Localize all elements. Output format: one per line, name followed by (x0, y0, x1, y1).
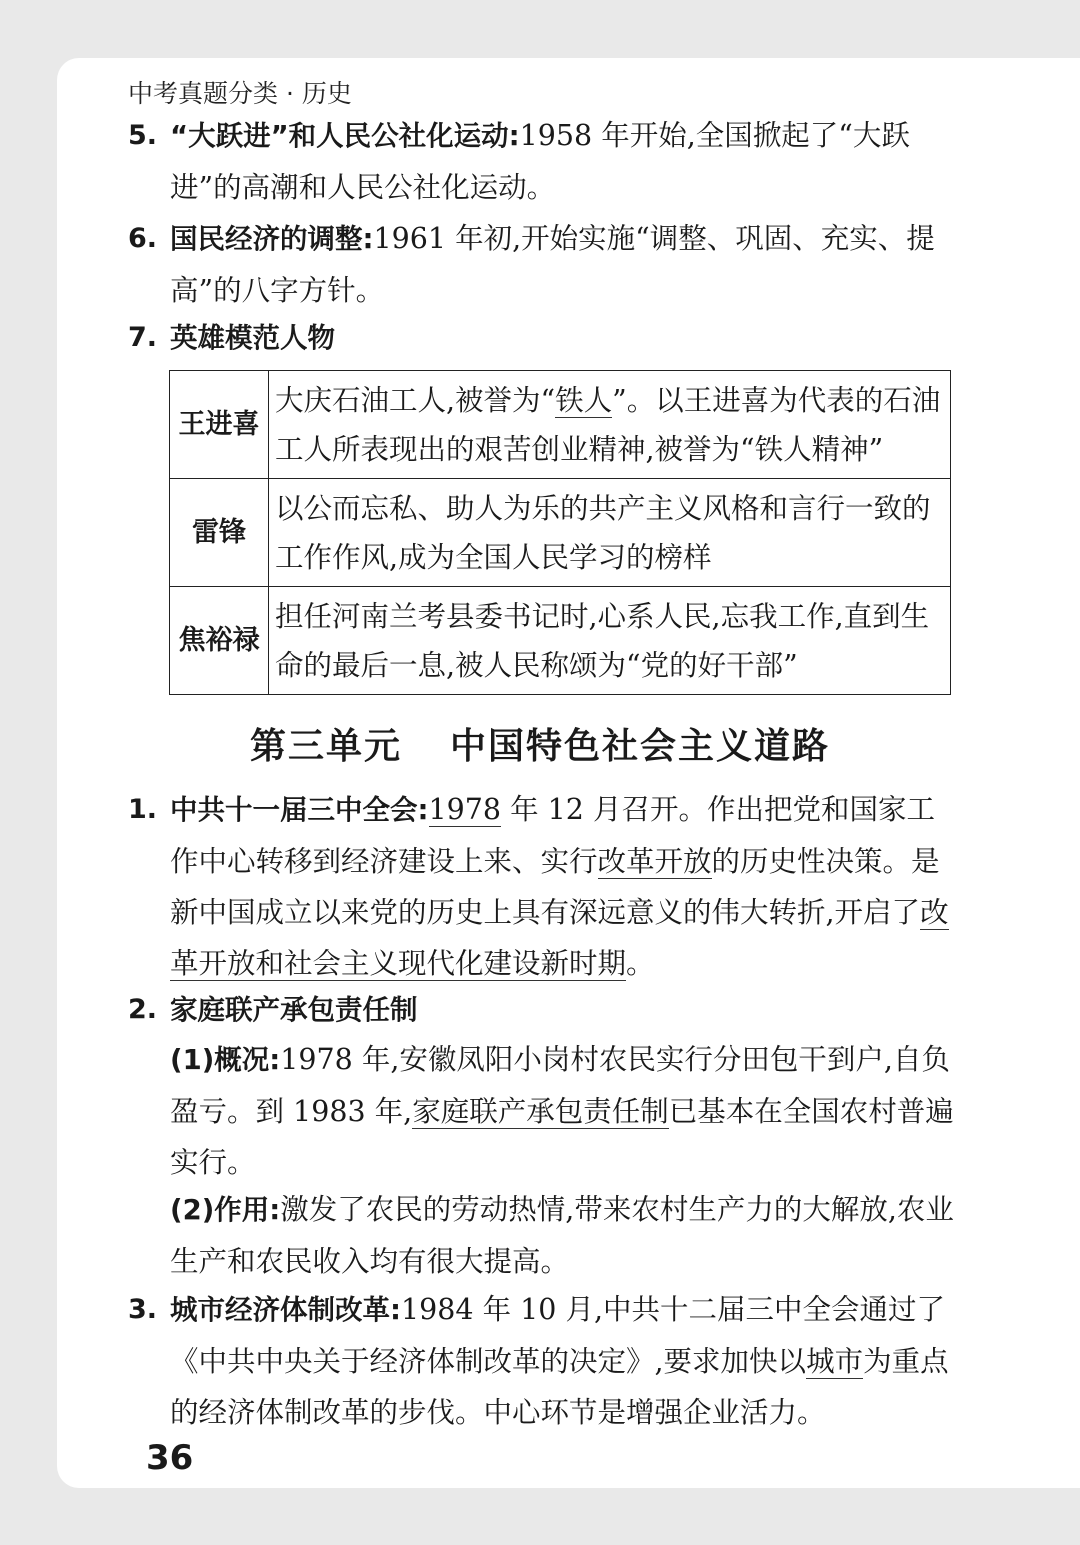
key-term: 铁人 (555, 383, 613, 417)
item-2-effect: (2)作用:激发了农民的劳动热情,带来农村生产力的大解放,农业生产和农民收入均有很大提高。 (170, 1193, 954, 1278)
item-6 (128, 213, 958, 316)
item-number: 6. (128, 223, 158, 254)
item-5 (128, 110, 958, 213)
item-7 (128, 312, 958, 364)
item-2 (128, 984, 958, 1036)
page-number: 36 (146, 1438, 194, 1478)
item-title: “大跃进”和人民公社化运动: (170, 120, 520, 152)
item-title: 英雄模范人物 (170, 322, 335, 354)
unit-heading: 第三单元 中国特色社会主义道路 (249, 726, 831, 767)
heroes-table (169, 370, 951, 695)
hero-name: 雷锋 (170, 479, 269, 587)
key-term: 改革开放 (597, 845, 712, 878)
item-title: 中共十一届三中全会: (170, 794, 429, 826)
running-header: 中考真题分类 · 历史 (128, 79, 352, 108)
item-number: 2. (128, 994, 158, 1025)
item-1: 1. 中共十一届三中全会:1978 年 12 月召开。作出把党和国家工作中心转移到经济建设上来、实行改革开放的历史性决策。是新中国成立以来党的历史上具有深远意义的伟大转折,开启了改革开放和社会主义现代化建设新时期。 (128, 784, 958, 989)
hero-description: 大庆石油工人,被誉为“铁人”。以王进喜为代表的石油工人所表现出的艰苦创业精神,被誉为“铁人精神” (269, 371, 951, 479)
item-number: 7. (128, 322, 158, 353)
item-3: 3. 城市经济体制改革:1984 年 10 月,中共十二届三中全会通过了《中共中央关于经济体制改革的决定》,要求加快以城市为重点的经济体制改革的步伐。中心环节是增强企业活力。 (128, 1284, 958, 1438)
key-term: 家庭联产承包责任制 (412, 1095, 669, 1128)
item-number: 3. (128, 1294, 158, 1325)
item-number: 1. (128, 794, 158, 825)
item-title: 国民经济的调整: (170, 223, 374, 255)
table-row (170, 479, 951, 587)
item-title: 城市经济体制改革: (170, 1294, 401, 1326)
item-text: 1958 年开始,全国掀起了“大跃进”的高潮和人民公社化运动。 (170, 119, 910, 204)
key-term: 城市 (806, 1345, 864, 1378)
hero-name: 焦裕禄 (170, 587, 269, 695)
key-term: 改革开放和社会主义现代化建设新时期 (170, 896, 949, 980)
table-row (170, 371, 951, 479)
hero-description: 担任河南兰考县委书记时,心系人民,忘我工作,直到生命的最后一息,被人民称颂为“党的好干部” (269, 587, 951, 695)
hero-description: 以公而忘私、助人为乐的共产主义风格和言行一致的工作作风,成为全国人民学习的榜样 (269, 479, 951, 587)
table-row (170, 587, 951, 695)
item-number: 5. (128, 120, 158, 151)
item-text: 1961 年初,开始实施“调整、巩固、充实、提高”的八字方针。 (170, 222, 935, 307)
key-term: 1978 (428, 793, 502, 826)
hero-name: 王进喜 (170, 371, 269, 479)
item-title: 家庭联产承包责任制 (170, 994, 418, 1026)
item-2-overview: (1)概况:1978 年,安徽凤阳小岗村农民实行分田包干到户,自负盈亏。到 1983 年,家庭联产承包责任制已基本在全国农村普遍实行。 (170, 1043, 954, 1179)
